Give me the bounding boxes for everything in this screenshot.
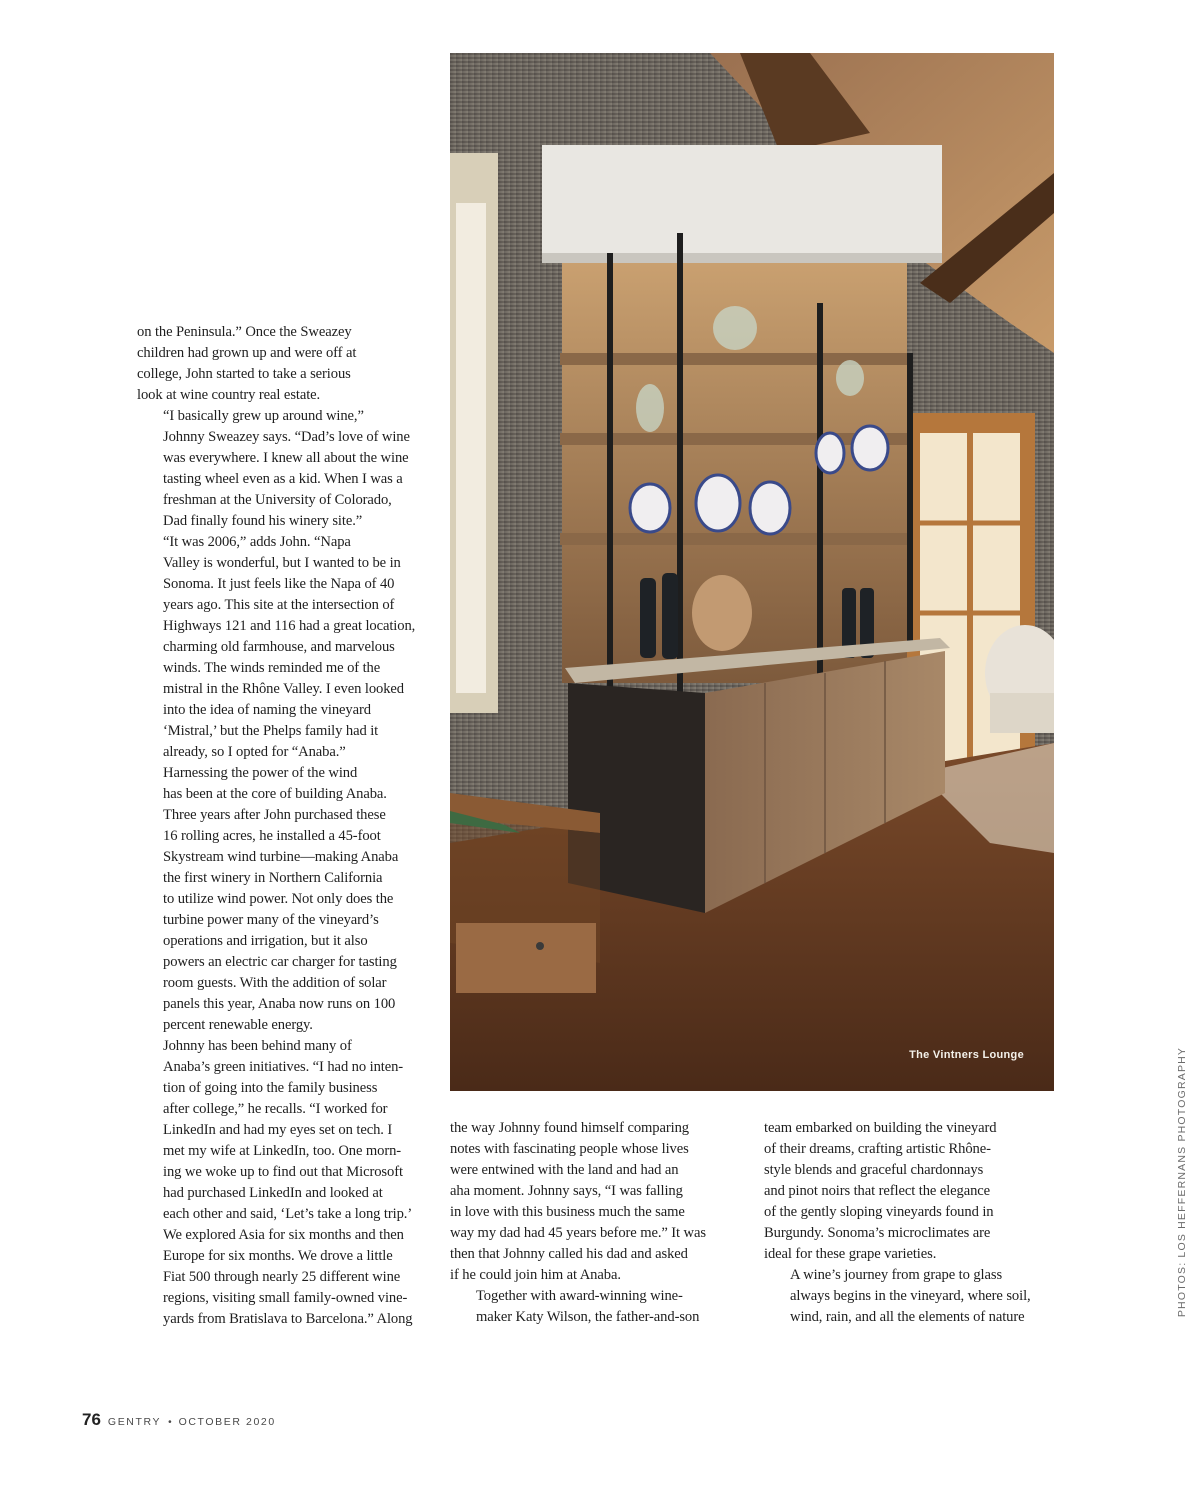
text-line: We explored Asia for six months and then: [163, 1227, 404, 1243]
text-line: Johnny Sweazey says. “Dad’s love of wine: [163, 429, 410, 445]
article-column-2: [450, 1118, 750, 1328]
paragraph: [450, 1118, 750, 1286]
text-line: turbine power many of the vineyard’s: [163, 912, 379, 928]
text-line: team embarked on building the vineyard: [764, 1120, 997, 1136]
text-line: LinkedIn and had my eyes set on tech. I: [163, 1122, 393, 1138]
photo-caption: The Vintners Lounge: [909, 1049, 1024, 1061]
text-line: ‘Mistral,’ but the Phelps family had it: [163, 723, 379, 739]
text-line: already, so I opted for “Anaba.”: [163, 744, 346, 760]
text-line: Sonoma. It just feels like the Napa of 40: [163, 576, 395, 592]
text-line: A wine’s journey from grape to glass: [790, 1267, 1003, 1283]
page-number: 76: [82, 1410, 101, 1429]
paragraph: [764, 1265, 1064, 1328]
paragraph: [137, 763, 437, 1036]
text-line: Europe for six months. We drove a little: [163, 1248, 393, 1264]
paragraph: [137, 1036, 437, 1330]
text-line: room guests. With the addition of solar: [163, 975, 387, 991]
paragraph: [137, 406, 437, 532]
text-line: aha moment. Johnny says, “I was falling: [450, 1183, 683, 1199]
text-line: into the idea of naming the vineyard: [163, 702, 371, 718]
text-line: to utilize wind power. Not only does the: [163, 891, 394, 907]
text-line: ing we woke up to find out that Microsoft: [163, 1164, 403, 1180]
page-footer: [82, 1410, 276, 1430]
text-line: Three years after John purchased these: [163, 807, 386, 823]
text-line: each other and said, ‘Let’s take a long trip.’: [163, 1206, 413, 1222]
text-line: winds. The winds reminded me of the: [163, 660, 381, 676]
text-line: on the Peninsula.” Once the Sweazey: [137, 324, 352, 340]
text-line: college, John started to take a serious: [137, 366, 351, 382]
magazine-name: GENTRY: [107, 1416, 162, 1428]
text-line: style blends and graceful chardonnays: [764, 1162, 984, 1178]
text-line: Anaba’s green initiatives. “I had no inten-: [163, 1059, 404, 1075]
text-line: Valley is wonderful, but I wanted to be in: [163, 555, 401, 571]
text-line: children had grown up and were off at: [137, 345, 357, 361]
text-line: Burgundy. Sonoma’s microclimates are: [764, 1225, 991, 1241]
article-column-3: [764, 1118, 1064, 1328]
text-line: powers an electric car charger for tasting: [163, 954, 397, 970]
text-line: charming old farmhouse, and marvelous: [163, 639, 395, 655]
text-line: Together with award-winning wine-: [476, 1288, 683, 1304]
text-line: if he could join him at Anaba.: [450, 1267, 621, 1283]
paragraph: [764, 1118, 1064, 1265]
text-line: tion of going into the family business: [163, 1080, 378, 1096]
text-line: operations and irrigation, but it also: [163, 933, 368, 949]
text-line: regions, visiting small family-owned vine-: [163, 1290, 408, 1306]
text-line: has been at the core of building Anaba.: [163, 786, 387, 802]
paragraph: [450, 1286, 750, 1328]
issue-date: OCTOBER 2020: [178, 1416, 276, 1428]
text-line: tasting wheel even as a kid. When I was a: [163, 471, 403, 487]
text-line: notes with fascinating people whose lives: [450, 1141, 689, 1157]
text-line: wind, rain, and all the elements of nature: [790, 1309, 1025, 1325]
text-line: the way Johnny found himself comparing: [450, 1120, 689, 1136]
text-line: percent renewable energy.: [163, 1017, 313, 1033]
text-line: Dad finally found his winery site.”: [163, 513, 363, 529]
text-line: and pinot noirs that reflect the elegance: [764, 1183, 991, 1199]
photo-credit: PHOTOS: LOS HEFFERNANS PHOTOGRAPHY: [1176, 1046, 1188, 1318]
text-line: met my wife at LinkedIn, too. One morn-: [163, 1143, 402, 1159]
text-line: years ago. This site at the intersection of: [163, 597, 395, 613]
text-line: always begins in the vineyard, where soil,: [790, 1288, 1031, 1304]
text-line: way my dad had 45 years before me.” It was: [450, 1225, 706, 1241]
text-line: ideal for these grape varieties.: [764, 1246, 937, 1262]
text-line: of their dreams, crafting artistic Rhône-: [764, 1141, 991, 1157]
text-line: panels this year, Anaba now runs on 100: [163, 996, 396, 1012]
text-line: “It was 2006,” adds John. “Napa: [163, 534, 351, 550]
article-column-1: [137, 322, 437, 1330]
text-line: Johnny has been behind many of: [163, 1038, 352, 1054]
text-line: look at wine country real estate.: [137, 387, 321, 403]
text-line: the first winery in Northern California: [163, 870, 383, 886]
text-line: yards from Bratislava to Barcelona.” Along: [163, 1311, 413, 1327]
text-line: after college,” he recalls. “I worked for: [163, 1101, 388, 1117]
text-line: Highways 121 and 116 had a great location,: [163, 618, 416, 634]
text-line: 16 rolling acres, he installed a 45-foot: [163, 828, 381, 844]
folio-separator: •: [168, 1417, 172, 1428]
text-line: Fiat 500 through nearly 25 different wine: [163, 1269, 401, 1285]
text-line: mistral in the Rhône Valley. I even looked: [163, 681, 404, 697]
text-line: was everywhere. I knew all about the wine: [163, 450, 409, 466]
vintners-lounge-photo: [450, 53, 1054, 1091]
text-line: Harnessing the power of the wind: [163, 765, 358, 781]
text-line: of the gently sloping vineyards found in: [764, 1204, 994, 1220]
paragraph: [137, 532, 437, 763]
text-line: freshman at the University of Colorado,: [163, 492, 392, 508]
text-line: Skystream wind turbine—making Anaba: [163, 849, 399, 865]
text-line: had purchased LinkedIn and looked at: [163, 1185, 383, 1201]
text-line: “I basically grew up around wine,”: [163, 408, 364, 424]
text-line: maker Katy Wilson, the father-and-son: [476, 1309, 700, 1325]
text-line: were entwined with the land and had an: [450, 1162, 679, 1178]
paragraph: [137, 322, 437, 406]
text-line: in love with this business much the same: [450, 1204, 685, 1220]
text-line: then that Johnny called his dad and asked: [450, 1246, 688, 1262]
